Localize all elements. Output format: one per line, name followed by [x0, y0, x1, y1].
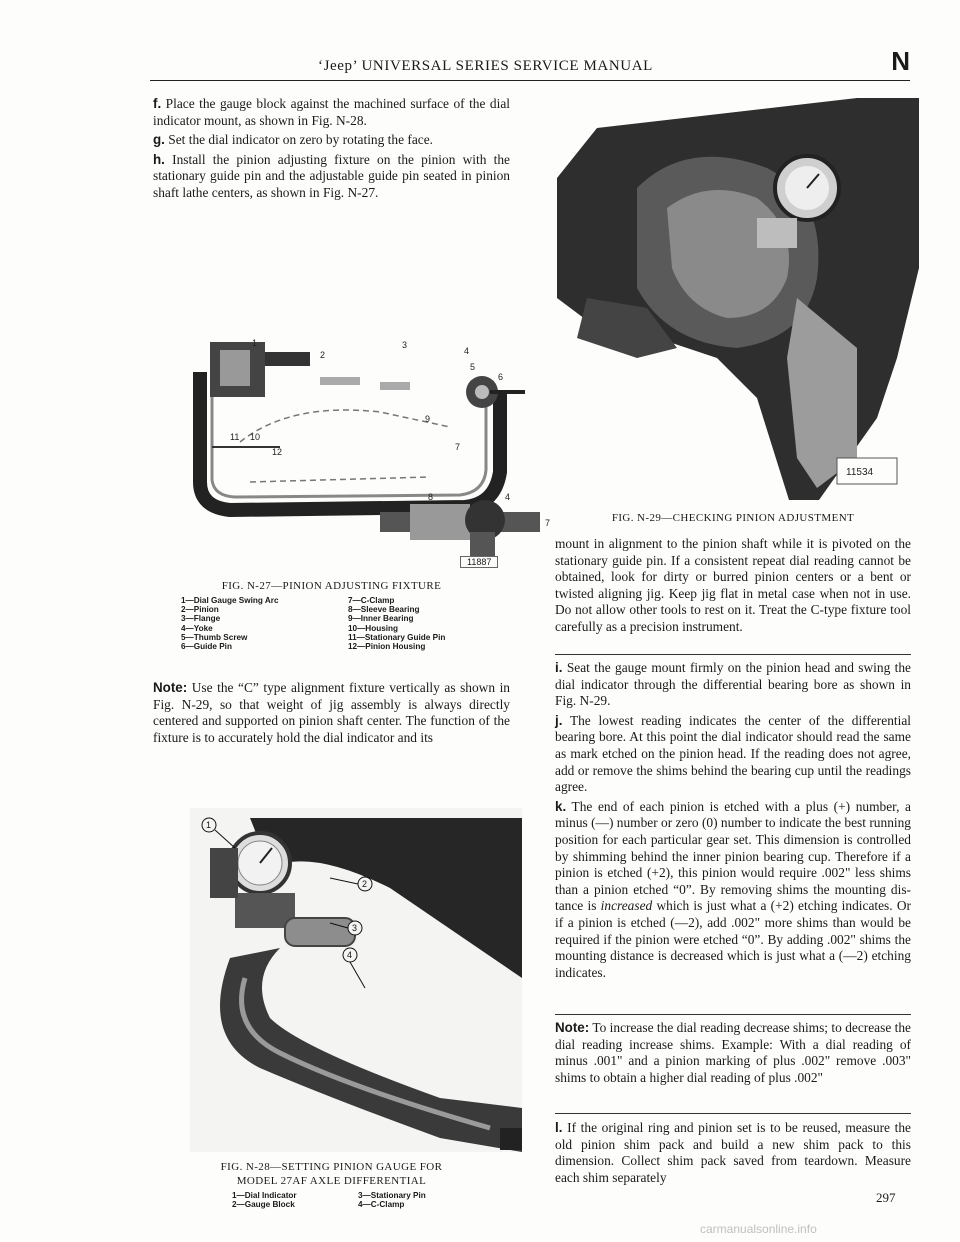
- fig27-legend-left: 1—Dial Gauge Swing Arc 2—Pinion 3—Flange 4—Yoke 5—Thumb Screw 6—Guide Pin: [181, 596, 279, 652]
- svg-text:4: 4: [464, 346, 470, 356]
- checking-pinion-adjustment-photo: [557, 98, 919, 500]
- fig28-legend-right: 3—Stationary Pin 4—C-Clamp: [358, 1191, 426, 1210]
- svg-text:1: 1: [252, 338, 258, 348]
- fig29-photo-number: 11534: [846, 467, 874, 478]
- right-intro-text: mount in alignment to the pinion shaft while it is pivoted on the stationary guide pin. If a consistent repeat dial reading cannot be obtained, look for dirty or burred pinion centers or a bent or twisted aligning jig. Keep jig flat in metal case when not in use. Do not allow other tools to rest on it. Treat the C-type fixture tool carefully as a precision instrument.: [555, 536, 911, 634]
- step-h: h. Install the pinion adjusting fixture on the pinion with the stationary guide pin and the adjustable guide pin seated in pinion shaft lathe centers, as shown in Fig. N-27.: [153, 151, 510, 200]
- svg-text:7: 7: [455, 442, 461, 452]
- step-j: j. The lowest reading indicates the center of the differential bearing bore. At this point the dial indicator should read the same as mark etched on the pinion head. If the reading does not agree, add or remove the shims behind the bearing cup until the readings agree.: [555, 712, 912, 795]
- svg-text:2: 2: [362, 879, 368, 889]
- fig27-caption: FIG. N-27—PINION ADJUSTING FIXTURE: [221, 580, 442, 592]
- svg-text:4: 4: [347, 950, 353, 960]
- section-letter: N: [891, 46, 910, 76]
- svg-text:4: 4: [505, 492, 511, 502]
- setting-pinion-gauge-photo: [190, 808, 522, 1152]
- fig28-legend-left: 1—Dial Indicator 2—Gauge Block: [232, 1191, 297, 1210]
- step-k: k. The end of each pinion is etched with a plus (+) number, a minus (—) number or zero (0) number to indicate the best running position for each particular gear set. This dimension is controlled by shimming behind the inner pinion bearing cup. Therefore if a pinion is etched (+2), this pinion would require .002" less shims than a pinion etched “0”. By removing shims the mounting distance is increased which is just what a (+2) etching indicates. Or if a pinion is etched (—2), add .002" more shims than would be required if the pinion were etched “0”. By adding .002" shims the mounting distance is decreased which is just what a (—2) etching indicates.: [555, 798, 911, 980]
- step-g: g. Set the dial indicator on zero by rotating the face.: [153, 132, 434, 148]
- watermark-logo: [330, 563, 560, 585]
- divider-rule-3: [555, 1113, 911, 1114]
- svg-text:5: 5: [470, 362, 476, 372]
- divider-rule-2: [555, 1014, 911, 1015]
- divider-rule: [555, 654, 911, 655]
- step-l: l. If the original ring and pinion set is to be reused, measure the old pinion shim pack and build a new shim pack to this dimension. Collect shim pack saved from teardown. Measure each shim separately: [555, 1120, 911, 1185]
- svg-text:3: 3: [402, 340, 408, 350]
- svg-text:9: 9: [425, 414, 431, 424]
- right-column-steps: [555, 660, 911, 984]
- svg-text:2: 2: [320, 350, 326, 360]
- fig28-caption: FIG. N-28—SETTING PINION GAUGE FOR MODEL 27AF AXLE DIFFERENTIAL: [220, 1161, 443, 1187]
- pinion-adjusting-fixture-illustration: [180, 332, 551, 572]
- page-number: 297: [876, 1190, 896, 1205]
- manual-title: ‘Jeep’ UNIVERSAL SERIES SERVICE MANUAL: [318, 58, 653, 74]
- footer-url: carmanualsonline.info: [700, 1222, 817, 1236]
- svg-text:7: 7: [545, 518, 551, 528]
- svg-text:8: 8: [428, 492, 434, 502]
- svg-text:1: 1: [206, 820, 212, 830]
- svg-text:3: 3: [352, 923, 358, 933]
- svg-text:11: 11: [230, 432, 240, 442]
- running-header: [150, 46, 910, 81]
- note-shims: Note: To increase the dial reading decrease shims; to decrease the dial reading increase shims. Example: With a dial reading of minus .001" and a pinion marking of plus .002" remove .003" shims to obtain a higher dial reading of plus .002": [555, 1020, 912, 1085]
- step-i: i. Seat the gauge mount firmly on the pinion head and swing the dial indicator through the differential bearing bore as shown in Fig. N-29.: [555, 660, 911, 709]
- note-c-type-fixture: Note: Use the “C” type alignment fixture vertically as shown in Fig. N-29, so that weight of jig assembly is always directly centered and supported on pinion shaft center. The function of the fixture is to accurately hold the dial indicator and its: [153, 680, 510, 745]
- fig27-legend-right: 7—C-Clamp 8—Sleeve Bearing 9—Inner Bearing 10—Housing 11—Stationary Guide Pin 12—Pinion Housing: [348, 596, 446, 652]
- step-f: f. Place the gauge block against the machined surface of the dial indicator mount, as shown in Fig. N-28.: [153, 96, 510, 128]
- svg-text:12: 12: [272, 447, 283, 457]
- svg-text:10: 10: [250, 432, 261, 442]
- fig27-photo-number: 11887: [460, 556, 498, 568]
- svg-text:6: 6: [498, 372, 504, 382]
- fig29-caption: FIG. N-29—CHECKING PINION ADJUSTMENT: [611, 512, 855, 524]
- left-column-steps: [153, 96, 510, 205]
